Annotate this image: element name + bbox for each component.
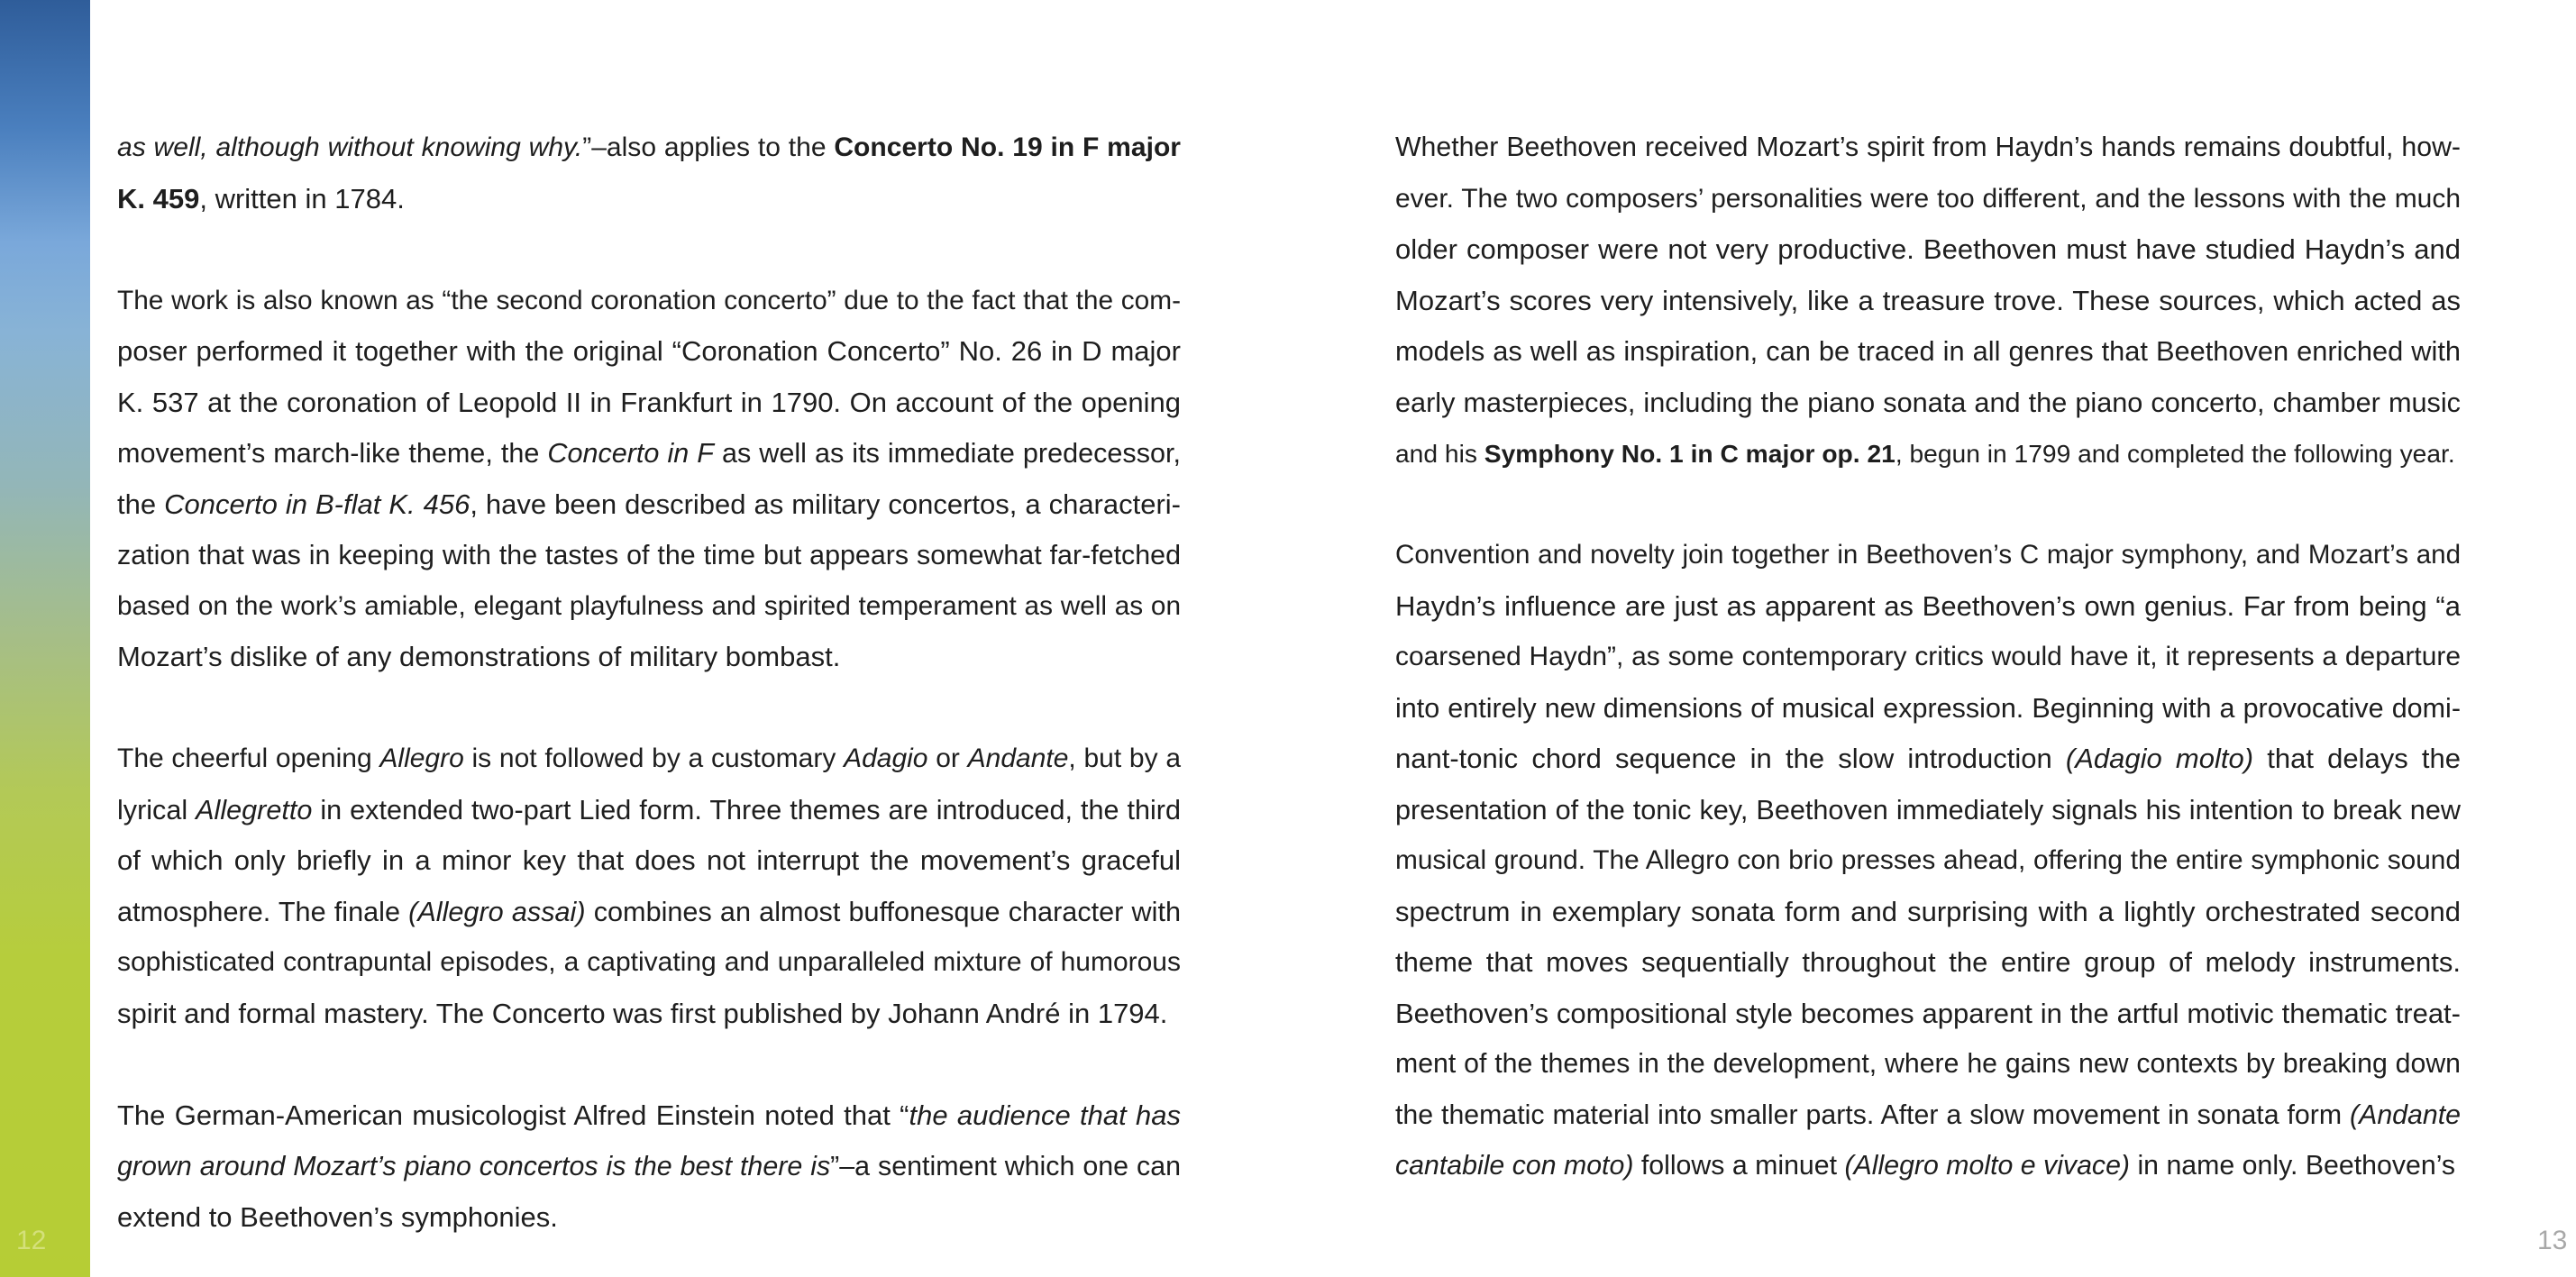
text-line [117, 428, 1181, 479]
italic-run: (Allegro assai) [408, 896, 586, 927]
text-run: sophisticated contrapuntal episodes, a captivating and unparalleled mixture of humorous [117, 947, 1181, 977]
italic-run: Concerto in B-flat K. 456 [164, 488, 470, 520]
italic-run: Adagio [844, 743, 928, 773]
gradient-bar [0, 0, 90, 1277]
text-run: Mozart’s dislike of any demonstrations of military bombast. [117, 641, 841, 672]
text-run: Convention and novelty join together in Beethoven’s C major symphony, and Mozart’s and [1395, 540, 2461, 570]
text-run: ”–also applies to the [582, 132, 835, 162]
text-line [1395, 174, 2461, 225]
page-number-left: 12 [16, 1226, 47, 1255]
italic-run: Allegro [379, 743, 464, 773]
text-line [1395, 378, 2461, 429]
text-run: and his [1395, 439, 1484, 468]
paragraph [117, 276, 1181, 683]
text-line [1395, 276, 2461, 327]
italic-run: Andante [967, 743, 1069, 773]
text-run: extend to Beethoven’s symphonies. [117, 1200, 558, 1233]
text-run: , have been described as military concertos, a characteri- [470, 488, 1182, 520]
text-line [1395, 937, 2461, 989]
text-line [117, 887, 1181, 938]
paragraph [117, 1090, 1181, 1244]
text-run: The work is also known as “the second coronation concerto” due to the fact that the com- [117, 285, 1181, 315]
text-run: as well as its immediate predecessor, [713, 438, 1182, 469]
paragraph [1395, 530, 2461, 1192]
text-run: in name only. Beethoven’s [2130, 1151, 2456, 1181]
text-run: or [927, 743, 968, 773]
text-line [117, 326, 1181, 378]
italic-run: the audience that has [909, 1099, 1181, 1131]
text-run: older composer were not very productive. Beethoven must have studied Haydn’s and [1395, 233, 2461, 265]
paragraph [117, 123, 1181, 224]
paragraph [1395, 123, 2461, 479]
italic-run: (Andante [2350, 1099, 2461, 1130]
text-line [117, 378, 1181, 429]
text-run: early masterpieces, including the piano sonata and the piano concerto, chamber music [1395, 387, 2461, 418]
text-line [117, 174, 1181, 225]
italic-run: (Adagio molto) [2065, 743, 2254, 774]
text-line [117, 1192, 1181, 1244]
text-run: is not followed by a customary [463, 743, 845, 773]
text-run: based on the work’s amiable, elegant playfulness and spirited temperament as well as on [117, 590, 1181, 621]
text-run: into entirely new dimensions of musical expression. Beginning with a provocative domi- [1395, 692, 2461, 724]
text-line [1395, 632, 2461, 683]
text-line [1395, 734, 2461, 785]
text-line [117, 937, 1181, 989]
text-run: , but by a [1068, 743, 1181, 773]
italic-run: cantabile con moto) [1395, 1151, 1634, 1181]
text-run: the thematic material into smaller parts. After a slow movement in sonata form [1395, 1099, 2351, 1130]
text-line [1395, 428, 2461, 479]
text-run: spirit and formal mastery. The Concerto was first published by Johann André in 1794. [117, 997, 1168, 1029]
text-run: theme that moves sequentially throughout the entire group of melody instruments. [1395, 946, 2461, 978]
text-run: presentation of the tonic key, Beethoven immediately signals his intention to break new [1395, 794, 2461, 825]
right-page-text [1395, 123, 2461, 1192]
italic-run: grown around Mozart’s piano concertos is the best there is [117, 1151, 831, 1181]
text-line [1395, 530, 2461, 581]
text-line [1395, 123, 2461, 174]
text-run: The German-American musicologist Alfred Einstein noted that “ [117, 1099, 909, 1131]
text-run: follows a minuet [1633, 1151, 1845, 1181]
text-run: Beethoven’s compositional style becomes apparent in the artful motivic thematic treat- [1395, 997, 2461, 1029]
text-line [1395, 887, 2461, 938]
text-run: in extended two-part Lied form. Three themes are introduced, the third [312, 794, 1181, 825]
bold-run: Symphony No. 1 in C major op. 21 [1484, 439, 1895, 468]
bold-run: Concerto No. 19 in F major [834, 132, 1181, 162]
text-line [117, 1090, 1181, 1142]
text-run: ment of the themes in the development, where he gains new contexts by breaking down [1395, 1049, 2461, 1079]
text-line [1395, 224, 2461, 276]
text-run: Mozart’s scores very intensively, like a treasure trove. These sources, which acted as [1395, 284, 2461, 316]
text-line [117, 530, 1181, 581]
text-line [1395, 1141, 2461, 1192]
text-line [1395, 326, 2461, 378]
italic-run: (Allegro molto e vivace) [1844, 1151, 2131, 1181]
paragraph [117, 734, 1181, 1039]
page-number-right: 13 [2537, 1226, 2568, 1255]
text-run: K. 537 at the coronation of Leopold II in Frankfurt in 1790. On account of the opening [117, 386, 1181, 418]
italic-run: as well, although without knowing why. [117, 132, 583, 162]
text-run: , begun in 1799 and completed the following year. [1895, 439, 2455, 468]
text-line [1395, 989, 2461, 1040]
text-run: Whether Beethoven received Mozart’s spirit from Haydn’s hands remains doubtful, how- [1395, 132, 2461, 162]
text-line [117, 581, 1181, 633]
text-line [117, 479, 1181, 531]
text-line [117, 734, 1181, 785]
text-line [1395, 785, 2461, 836]
left-page-text [117, 123, 1181, 1243]
text-line [117, 1141, 1181, 1192]
text-run: that delays the [2253, 743, 2461, 774]
text-line [1395, 581, 2461, 633]
text-run: of which only briefly in a minor key that does not interrupt the movement’s graceful [117, 844, 1181, 876]
text-run: ever. The two composers’ personalities were too different, and the lessons with the much [1395, 183, 2461, 214]
text-line [1395, 1090, 2461, 1142]
text-run: spectrum in exemplary sonata form and surprising with a lightly orchestrated second [1395, 895, 2461, 927]
bold-run: K. 459 [117, 182, 200, 214]
text-line [117, 632, 1181, 683]
text-run: combines an almost buffonesque character with [585, 896, 1181, 927]
text-run: lyrical [117, 794, 196, 825]
italic-run: Concerto in F [547, 438, 714, 469]
text-line [117, 123, 1181, 174]
text-run: , written in 1784. [199, 182, 405, 214]
text-line [117, 835, 1181, 887]
text-line [117, 785, 1181, 836]
text-run: the [117, 488, 165, 520]
text-run: poser performed it together with the original “Coronation Concerto” No. 26 in D major [117, 335, 1181, 367]
italic-run: Allegretto [196, 794, 313, 825]
text-line [1395, 835, 2461, 887]
text-run: Haydn’s influence are just as apparent as Beethoven’s own genius. Far from being “a [1395, 589, 2461, 622]
text-line [117, 989, 1181, 1040]
text-run: coarsened Haydn”, as some contemporary critics would have it, it represents a departure [1395, 642, 2461, 671]
text-run: zation that was in keeping with the tastes of the time but appears somewhat far-fetched [117, 540, 1181, 570]
text-run: models as well as inspiration, can be traced in all genres that Beethoven enriched with [1395, 335, 2461, 367]
text-line [1395, 683, 2461, 734]
text-line [117, 276, 1181, 327]
text-run: The cheerful opening [117, 743, 380, 773]
text-line [1395, 1039, 2461, 1090]
text-run: musical ground. The Allegro con brio presses ahead, offering the entire symphonic sound [1395, 845, 2461, 875]
text-run: nant-tonic chord sequence in the slow introduction [1395, 743, 2066, 774]
text-run: movement’s march-like theme, the [117, 438, 548, 469]
text-run: ”–a sentiment which one can [830, 1151, 1181, 1181]
text-run: atmosphere. The finale [117, 896, 409, 927]
